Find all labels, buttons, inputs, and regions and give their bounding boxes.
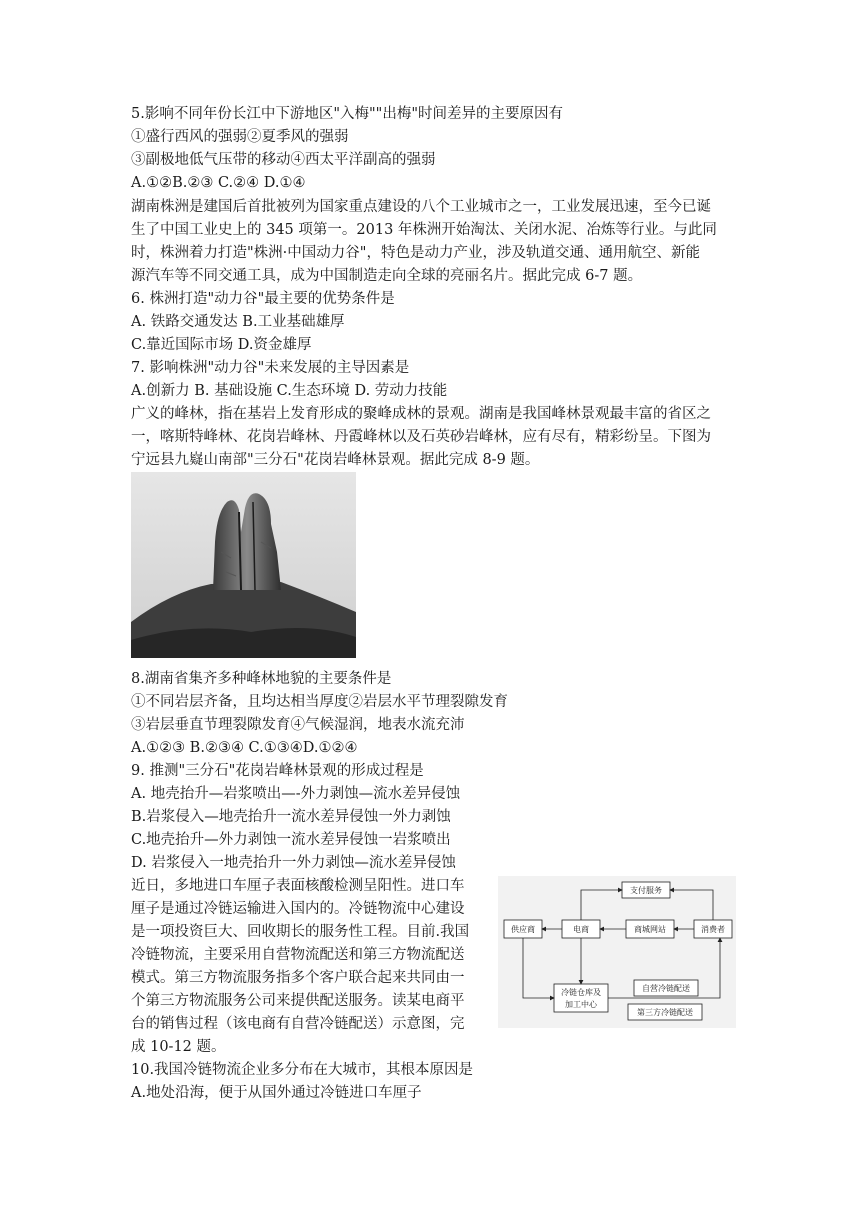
q7-answers: A.创新力 B. 基础设施 C.生态环境 D. 劳动力技能 bbox=[131, 383, 448, 399]
q5-stem: 5.影响不同年份长江中下游地区"入梅""出梅"时间差异的主要原因有 bbox=[131, 106, 564, 122]
passage-peak-2: 一，喀斯特峰林、花岗岩峰林、丹霞峰林以及石英砂岩峰林，应有尽有，精彩纷呈。下图为 bbox=[131, 429, 711, 445]
warehouse-label-2: 加工中心 bbox=[565, 1000, 597, 1009]
passage-coldchain-2: 厘子是通过冷链运输进入国内的。冷链物流中心建设 bbox=[131, 901, 465, 917]
q5-answers: A.①②B.②③ C.②④ D.①④ bbox=[131, 175, 306, 191]
q9-option-b: B.岩浆侵入—地壳抬升一流水差异侵蚀一外力剥蚀 bbox=[131, 809, 451, 825]
mall-label: 商城网站 bbox=[634, 925, 666, 934]
passage-coldchain-8: 成 10-12 题。 bbox=[131, 1039, 226, 1055]
q10-option-a: A.地处沿海，便于从国外通过冷链进口车厘子 bbox=[131, 1085, 422, 1101]
passage-coldchain-5: 模式。第三方物流服务指多个客户联合起来共同由一 bbox=[131, 970, 465, 986]
passage-zhuzhou-2: 生了中国工业史上的 345 项第一。2013 年株洲开始淘汰、关闭水泥、冶炼等行业。与此同 bbox=[131, 222, 717, 238]
q5-options-2: ③副极地低气压带的移动④西太平洋副高的强弱 bbox=[131, 152, 436, 168]
q6-stem: 6. 株洲打造"动力谷"最主要的优势条件是 bbox=[131, 291, 395, 307]
passage-zhuzhou-4: 源汽车等不同交通工具，成为中国制造走向全球的亮丽名片。据此完成 6-7 题。 bbox=[131, 268, 643, 284]
passage-zhuzhou-1: 湖南株洲是建国后首批被列为国家重点建设的八个工业城市之一，工业发展迅速，至今已诞 bbox=[131, 199, 711, 215]
q8-options-2: ③岩层垂直节理裂隙发育④气候湿润，地表水流充沛 bbox=[131, 717, 465, 733]
q9-option-a: A. 地壳抬升—岩浆喷出—-外力剥蚀—流水差异侵蚀 bbox=[131, 786, 461, 802]
q6-answers-2: C.靠近国际市场 D.资金雄厚 bbox=[131, 337, 312, 353]
q9-option-c: C.地壳抬升—外力剥蚀一流水差异侵蚀一岩浆喷出 bbox=[131, 832, 451, 848]
q10-stem: 10.我国冷链物流企业多分布在大城市，其根本原因是 bbox=[131, 1062, 474, 1078]
passage-peak-1: 广义的峰林，指在基岩上发育形成的聚峰成林的景观。湖南是我国峰林景观最丰富的省区之 bbox=[131, 406, 711, 422]
supplier-label: 供应商 bbox=[511, 925, 535, 934]
q5-options-1: ①盛行西风的强弱②夏季风的强弱 bbox=[131, 129, 349, 145]
ecommerce-flow-diagram bbox=[498, 876, 736, 1028]
q8-stem: 8.湖南省集齐多种峰林地貌的主要条件是 bbox=[131, 671, 392, 687]
q9-option-d: D. 岩浆侵入一地壳抬升一外力剥蚀—流水差异侵蚀 bbox=[131, 855, 456, 871]
warehouse-label-1: 冷链仓库及 bbox=[561, 988, 601, 997]
q8-options-1: ①不同岩层齐备，且均达相当厚度②岩层水平节理裂隙发育 bbox=[131, 694, 508, 710]
q8-answers: A.①②③ B.②③④ C.①③④D.①②④ bbox=[131, 740, 358, 756]
peak-forest-photo bbox=[131, 472, 356, 658]
self-delivery-label: 自营冷链配送 bbox=[642, 984, 690, 993]
third-party-label: 第三方冷链配送 bbox=[637, 1008, 693, 1017]
q9-stem: 9. 推测"三分石"花岗岩峰林景观的形成过程是 bbox=[131, 763, 424, 779]
q6-answers-1: A. 铁路交通发达 B.工业基础雄厚 bbox=[131, 314, 345, 330]
consumer-label: 消费者 bbox=[701, 925, 725, 934]
passage-zhuzhou-3: 时，株洲着力打造"株洲·中国动力谷"，特色是动力产业，涉及轨道交通、通用航空、新能 bbox=[131, 245, 700, 261]
q7-stem: 7. 影响株洲"动力谷"未来发展的主导因素是 bbox=[131, 360, 410, 376]
passage-coldchain-7: 台的销售过程（该电商有自营冷链配送）示意图，完 bbox=[131, 1016, 465, 1032]
passage-coldchain-3: 是一项投资巨大、回收期长的服务性工程。目前.我国 bbox=[131, 924, 470, 940]
ecommerce-label: 电商 bbox=[573, 925, 589, 934]
passage-coldchain-6: 个第三方物流服务公司来提供配送服务。读某电商平 bbox=[131, 993, 465, 1009]
payment-label: 支付服务 bbox=[630, 886, 662, 895]
passage-peak-3: 宁远县九嶷山南部"三分石"花岗岩峰林景观。据此完成 8-9 题。 bbox=[131, 452, 540, 468]
passage-coldchain-4: 冷链物流，主要采用自营物流配送和第三方物流配送 bbox=[131, 947, 465, 963]
passage-coldchain-1: 近日，多地进口车厘子表面核酸检测呈阳性。进口车 bbox=[131, 878, 465, 894]
